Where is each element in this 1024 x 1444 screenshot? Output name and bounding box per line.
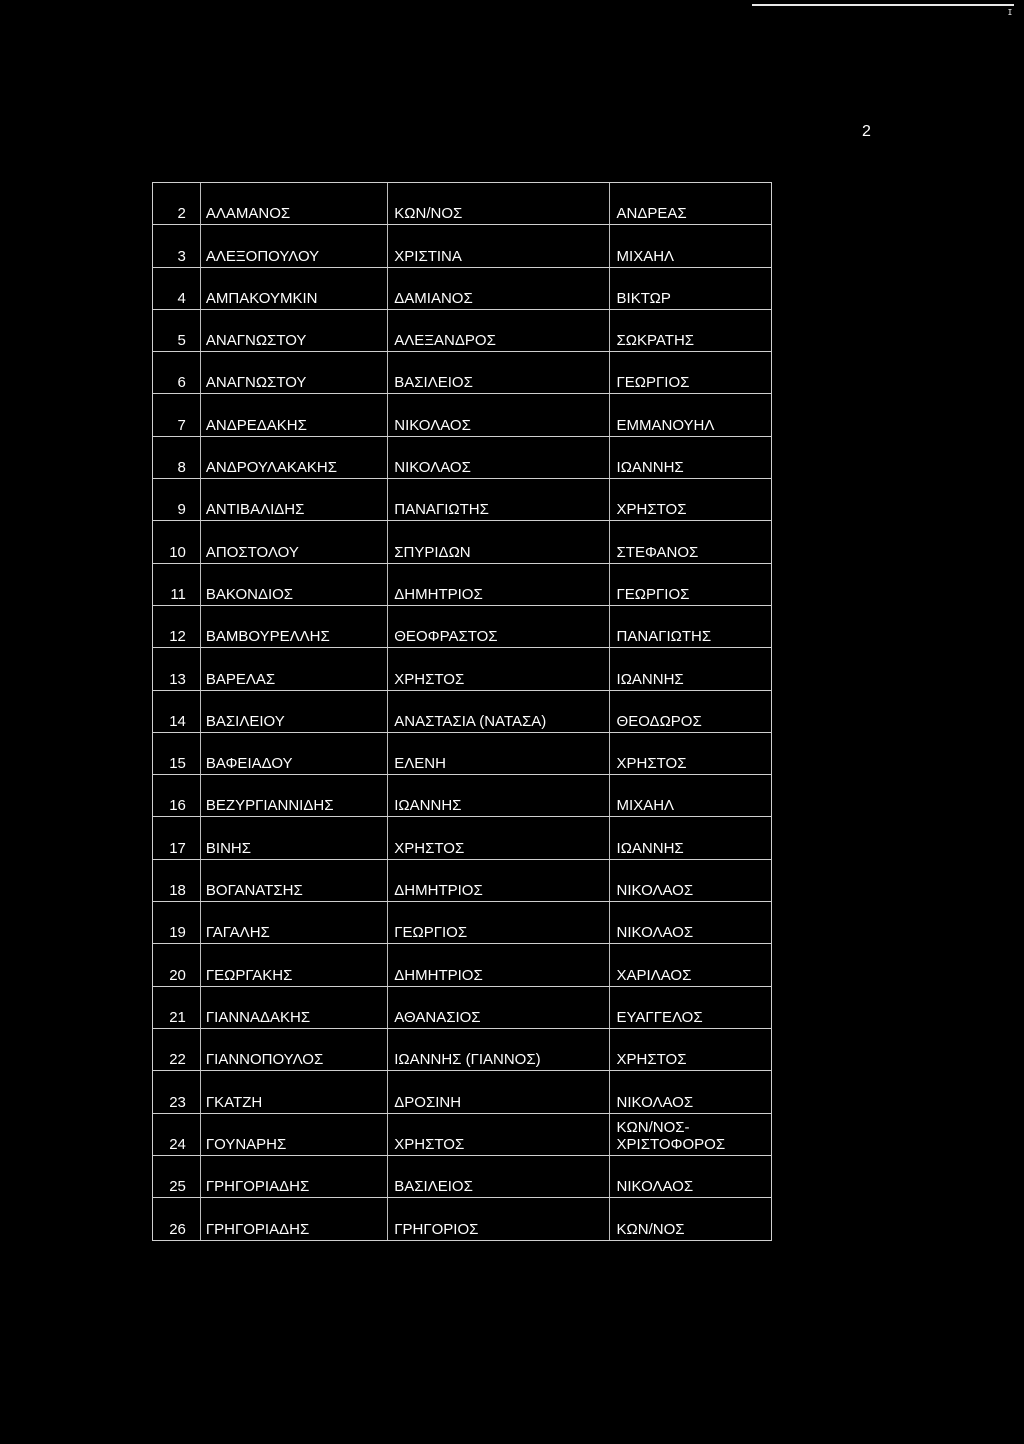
table-row xyxy=(153,1029,771,1071)
row-number: 23 xyxy=(153,1071,201,1112)
surname-cell: ΑΜΠΑΚΟΥΜΚΙΝ xyxy=(201,268,388,309)
first-name-cell: ΒΑΣΙΛΕΙΟΣ xyxy=(388,352,609,393)
table-row xyxy=(153,733,771,775)
row-number: 25 xyxy=(153,1156,201,1197)
first-name-cell: ΑΛΕΞΑΝΔΡΟΣ xyxy=(388,310,609,351)
father-name-cell: ΑΝΔΡΕΑΣ xyxy=(616,205,687,223)
page-number: 2 xyxy=(862,123,871,140)
surname-cell: ΒΑΚΟΝΔΙΟΣ xyxy=(201,564,388,605)
father-name-cell: ΚΩΝ/ΝΟΣ- ΧΡΙΣΤΟΦΟΡΟΣ xyxy=(616,1118,726,1153)
surname-cell: ΓΙΑΝΝΟΠΟΥΛΟΣ xyxy=(201,1029,388,1070)
table-row xyxy=(153,521,771,563)
table-row xyxy=(153,268,771,310)
row-number: 20 xyxy=(153,944,201,985)
father-name-cell: ΕΥΑΓΓΕΛΟΣ xyxy=(616,1008,703,1026)
table-row xyxy=(153,902,771,944)
first-name-cell: ΠΑΝΑΓΙΩΤΗΣ xyxy=(388,479,609,520)
surname-cell: ΑΝΔΡΕΔΑΚΗΣ xyxy=(201,394,388,435)
table-row xyxy=(153,183,771,225)
first-name-cell: ΙΩΑΝΝΗΣ xyxy=(388,775,609,816)
table-row xyxy=(153,564,771,606)
father-name-cell: ΝΙΚΟΛΑΟΣ xyxy=(616,1178,694,1196)
first-name-cell: ΓΕΩΡΓΙΟΣ xyxy=(388,902,609,943)
table-row xyxy=(153,860,771,902)
father-name-cell: ΘΕΟΔΩΡΟΣ xyxy=(616,712,702,730)
father-name-cell: ΝΙΚΟΛΑΟΣ xyxy=(616,924,694,942)
first-name-cell: ΙΩΑΝΝΗΣ (ΓΙΑΝΝΟΣ) xyxy=(388,1029,609,1070)
row-number: 11 xyxy=(153,564,201,605)
row-number: 8 xyxy=(153,437,201,478)
first-name-cell: ΧΡΗΣΤΟΣ xyxy=(388,648,609,689)
surname-cell: ΓΕΩΡΓΑΚΗΣ xyxy=(201,944,388,985)
surname-cell: ΓΟΥΝΑΡΗΣ xyxy=(201,1114,388,1155)
first-name-cell: ΔΗΜΗΤΡΙΟΣ xyxy=(388,944,609,985)
row-number: 12 xyxy=(153,606,201,647)
first-name-cell: ΝΙΚΟΛΑΟΣ xyxy=(388,437,609,478)
surname-cell: ΓΙΑΝΝΑΔΑΚΗΣ xyxy=(201,987,388,1028)
father-name-cell: ΧΡΗΣΤΟΣ xyxy=(616,755,687,773)
first-name-cell: ΣΠΥΡΙΔΩΝ xyxy=(388,521,609,562)
row-number: 4 xyxy=(153,268,201,309)
surname-cell: ΓΡΗΓΟΡΙΑΔΗΣ xyxy=(201,1156,388,1197)
surname-cell: ΓΡΗΓΟΡΙΑΔΗΣ xyxy=(201,1198,388,1240)
father-name-cell: ΙΩΑΝΝΗΣ xyxy=(616,670,684,688)
father-name-cell: ΕΜΜΑΝΟΥΗΛ xyxy=(616,416,715,434)
first-name-cell: ΑΝΑΣΤΑΣΙΑ (ΝΑΤΑΣΑ) xyxy=(388,691,609,732)
surname-cell: ΑΛΕΞΟΠΟΥΛΟΥ xyxy=(201,225,388,266)
row-number: 24 xyxy=(153,1114,201,1155)
father-name-cell: ΣΩΚΡΑΤΗΣ xyxy=(616,332,695,350)
row-number: 9 xyxy=(153,479,201,520)
first-name-cell: ΧΡΗΣΤΟΣ xyxy=(388,1114,609,1155)
father-name-cell: ΜΙΧΑΗΛ xyxy=(616,247,675,265)
table-row xyxy=(153,691,771,733)
father-name-cell: ΧΑΡΙΛΑΟΣ xyxy=(616,966,692,984)
table-row xyxy=(153,479,771,521)
surname-cell: ΑΠΟΣΤΟΛΟΥ xyxy=(201,521,388,562)
table-row xyxy=(153,1198,771,1240)
father-name-cell: ΝΙΚΟΛΑΟΣ xyxy=(616,1093,694,1111)
first-name-cell: ΑΘΑΝΑΣΙΟΣ xyxy=(388,987,609,1028)
table-row xyxy=(153,1114,771,1156)
surname-cell: ΑΝΔΡΟΥΛΑΚΑΚΗΣ xyxy=(201,437,388,478)
table-row xyxy=(153,606,771,648)
father-name-cell: ΧΡΗΣΤΟΣ xyxy=(616,501,687,519)
surname-cell: ΑΝΤΙΒΑΛΙΔΗΣ xyxy=(201,479,388,520)
row-number: 3 xyxy=(153,225,201,266)
row-number: 18 xyxy=(153,860,201,901)
father-name-cell: ΙΩΑΝΝΗΣ xyxy=(616,459,684,477)
first-name-cell: ΧΡΗΣΤΟΣ xyxy=(388,817,609,858)
names-table xyxy=(152,182,772,1241)
father-name-cell: ΣΤΕΦΑΝΟΣ xyxy=(616,543,699,561)
table-row xyxy=(153,1071,771,1113)
father-name-cell: ΚΩΝ/ΝΟΣ xyxy=(616,1221,685,1239)
top-rule xyxy=(752,4,1014,6)
row-number: 2 xyxy=(153,183,201,224)
table-row xyxy=(153,352,771,394)
table-row xyxy=(153,775,771,817)
first-name-cell: ΧΡΙΣΤΙΝΑ xyxy=(388,225,609,266)
row-number: 15 xyxy=(153,733,201,774)
father-name-cell: ΓΕΩΡΓΙΟΣ xyxy=(616,374,690,392)
father-name-cell: ΠΑΝΑΓΙΩΤΗΣ xyxy=(616,628,712,646)
first-name-cell: ΚΩΝ/ΝΟΣ xyxy=(388,183,609,224)
first-name-cell: ΔΗΜΗΤΡΙΟΣ xyxy=(388,860,609,901)
table-row xyxy=(153,394,771,436)
surname-cell: ΒΙΝΗΣ xyxy=(201,817,388,858)
first-name-cell: ΒΑΣΙΛΕΙΟΣ xyxy=(388,1156,609,1197)
first-name-cell: ΔΡΟΣΙΝΗ xyxy=(388,1071,609,1112)
surname-cell: ΓΚΑΤΖΗ xyxy=(201,1071,388,1112)
table-row xyxy=(153,1156,771,1198)
surname-cell: ΑΝΑΓΝΩΣΤΟΥ xyxy=(201,352,388,393)
row-number: 26 xyxy=(153,1198,201,1240)
surname-cell: ΓΑΓΑΛΗΣ xyxy=(201,902,388,943)
table-row xyxy=(153,944,771,986)
surname-cell: ΒΕΖΥΡΓΙΑΝΝΙΔΗΣ xyxy=(201,775,388,816)
first-name-cell: ΔΗΜΗΤΡΙΟΣ xyxy=(388,564,609,605)
surname-cell: ΒΑΡΕΛΑΣ xyxy=(201,648,388,689)
corner-mark: ɪ xyxy=(1008,6,1012,18)
father-name-cell: ΒΙΚΤΩΡ xyxy=(616,289,671,307)
surname-cell: ΒΑΜΒΟΥΡΕΛΛΗΣ xyxy=(201,606,388,647)
surname-cell: ΑΛΑΜΑΝΟΣ xyxy=(201,183,388,224)
row-number: 19 xyxy=(153,902,201,943)
row-number: 14 xyxy=(153,691,201,732)
table-row xyxy=(153,648,771,690)
table-row xyxy=(153,310,771,352)
father-name-cell: ΙΩΑΝΝΗΣ xyxy=(616,839,684,857)
row-number: 7 xyxy=(153,394,201,435)
row-number: 17 xyxy=(153,817,201,858)
table-row xyxy=(153,817,771,859)
row-number: 22 xyxy=(153,1029,201,1070)
row-number: 16 xyxy=(153,775,201,816)
surname-cell: ΒΑΦΕΙΑΔΟΥ xyxy=(201,733,388,774)
father-name-cell: ΜΙΧΑΗΛ xyxy=(616,797,675,815)
first-name-cell: ΕΛΕΝΗ xyxy=(388,733,609,774)
row-number: 21 xyxy=(153,987,201,1028)
row-number: 6 xyxy=(153,352,201,393)
first-name-cell: ΝΙΚΟΛΑΟΣ xyxy=(388,394,609,435)
table-row xyxy=(153,987,771,1029)
first-name-cell: ΔΑΜΙΑΝΟΣ xyxy=(388,268,609,309)
row-number: 10 xyxy=(153,521,201,562)
father-name-cell: ΝΙΚΟΛΑΟΣ xyxy=(616,882,694,900)
father-name-cell: ΧΡΗΣΤΟΣ xyxy=(616,1051,687,1069)
father-name-cell: ΓΕΩΡΓΙΟΣ xyxy=(616,585,690,603)
row-number: 13 xyxy=(153,648,201,689)
surname-cell: ΒΟΓΑΝΑΤΣΗΣ xyxy=(201,860,388,901)
surname-cell: ΒΑΣΙΛΕΙΟΥ xyxy=(201,691,388,732)
first-name-cell: ΓΡΗΓΟΡΙΟΣ xyxy=(388,1198,609,1240)
table-row xyxy=(153,437,771,479)
table-row xyxy=(153,225,771,267)
surname-cell: ΑΝΑΓΝΩΣΤΟΥ xyxy=(201,310,388,351)
row-number: 5 xyxy=(153,310,201,351)
first-name-cell: ΘΕΟΦΡΑΣΤΟΣ xyxy=(388,606,609,647)
